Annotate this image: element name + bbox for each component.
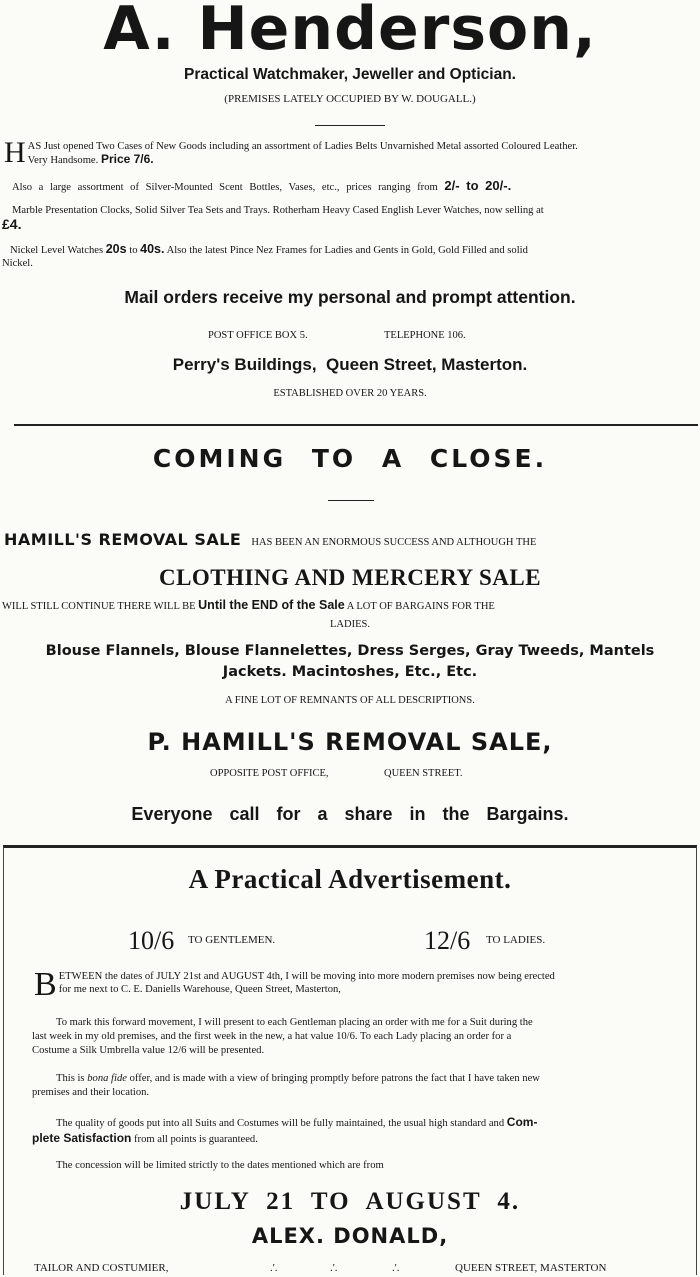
hamill-line3 bbox=[2, 598, 698, 612]
hamill-remnants: A FINE LOT OF REMNANTS OF ALL DESCRIPTIONS. bbox=[225, 695, 475, 706]
donald-heading: A Practical Advertisement. bbox=[188, 864, 512, 894]
footer-dots: .'. bbox=[330, 1262, 338, 1274]
donald-p4-bold1: Com- bbox=[506, 1115, 538, 1129]
para1-line2: Very Handsome. bbox=[27, 155, 99, 166]
hamill-goods-line2: Jackets. Macintoshes, Etc., Etc. bbox=[222, 664, 478, 680]
henderson-mail-orders: Mail orders receive my personal and prompt attention. bbox=[124, 287, 576, 307]
donald-p1-line2: for me next to C. E. Daniells Warehouse, Queen Street, Masterton, bbox=[58, 984, 341, 995]
henderson-name: A. Henderson, bbox=[103, 0, 597, 64]
donald-p2-line2: last week in my old premises, and the first week in the new, a hat value 10/6. To each Lady placing an order for a bbox=[32, 1031, 512, 1042]
para1-price: Price 7/6. bbox=[100, 152, 154, 166]
donald-footer-right: QUEEN STREET, MASTERTON bbox=[455, 1262, 607, 1274]
hamill-location-b: QUEEN STREET. bbox=[384, 768, 463, 779]
donald-p3-italic: bona fide bbox=[87, 1073, 127, 1084]
henderson-po-box: POST OFFICE BOX 5. bbox=[208, 330, 308, 341]
para2-to: to bbox=[466, 178, 479, 193]
footer-dots: .'. bbox=[270, 1262, 278, 1274]
para3-text: Marble Presentation Clocks, Solid Silver Tea Sets and Trays. Rotherham Heavy Cased English Lever Watches, now selling at bbox=[12, 205, 544, 216]
donald-p4-line1: The quality of goods put into all Suits and Costumes will be fully maintained, the usual high standard and bbox=[56, 1118, 505, 1129]
henderson-title: Practical Watchmaker, Jeweller and Optician. bbox=[184, 66, 516, 83]
donald-name: ALEX. DONALD, bbox=[251, 1224, 449, 1248]
hamill-line3-a: WILL STILL CONTINUE THERE WILL BE bbox=[2, 601, 196, 612]
donald-para1 bbox=[34, 966, 690, 1003]
henderson-para1 bbox=[4, 136, 698, 169]
donald-p3-b: offer, and is made with a view of bringing promptly before patrons the fact that I have taken new bbox=[129, 1073, 540, 1084]
henderson-para3 bbox=[12, 204, 698, 217]
donald-gent-label: TO GENTLEMEN. bbox=[188, 934, 276, 946]
donald-dates: JULY 21 TO AUGUST 4. bbox=[179, 1188, 521, 1215]
henderson-telephone: TELEPHONE 106. bbox=[384, 330, 466, 341]
donald-lady-label: TO LADIES. bbox=[486, 934, 546, 946]
hamill-heading: COMING TO A CLOSE. bbox=[152, 444, 548, 473]
section-divider bbox=[14, 424, 698, 426]
donald-para2 bbox=[32, 1016, 692, 1058]
para4-price1: 20s bbox=[105, 242, 127, 256]
donald-para5: The concession will be limited strictly to the dates mentioned which are from bbox=[56, 1160, 384, 1171]
hamill-location-a: OPPOSITE POST OFFICE, bbox=[210, 768, 329, 779]
para4-line2: Nickel. bbox=[2, 258, 33, 269]
para4-price2: 40s. bbox=[140, 242, 165, 256]
henderson-para2 bbox=[12, 178, 698, 193]
para2-from-price: 2/- bbox=[444, 178, 460, 193]
donald-p2-line1: To mark this forward movement, I will present to each Gentleman placing an order with me for a Suit during the bbox=[56, 1017, 533, 1028]
donald-p1-line1: ETWEEN the dates of JULY 21st and AUGUST 4th, I will be moving into more modern premises now being erected bbox=[58, 971, 555, 982]
hamill-sale-title: CLOTHING AND MERCERY SALE bbox=[158, 565, 542, 590]
donald-para3 bbox=[32, 1072, 692, 1100]
para4-c: Also the latest Pince Nez Frames for Ladies and Gents in Gold, Gold Filled and solid bbox=[166, 245, 528, 256]
donald-para4 bbox=[32, 1115, 692, 1147]
para3-price: £4. bbox=[2, 216, 22, 232]
hamill-line1-rest: HAS BEEN AN ENORMOUS SUCCESS AND ALTHOUGH THE bbox=[251, 537, 537, 548]
para2-to-price: 20/-. bbox=[485, 178, 512, 193]
hamill-line3-bold: Until the END of the Sale bbox=[198, 598, 345, 612]
divider bbox=[328, 500, 374, 501]
donald-p3-line2: premises and their location. bbox=[32, 1087, 150, 1098]
donald-gent-price: 10/6 bbox=[128, 926, 175, 955]
hamill-tagline: Everyone call for a share in the Bargains. bbox=[131, 804, 569, 824]
hamill-line3-end: LADIES. bbox=[330, 619, 370, 630]
donald-p2-line3: Costume a Silk Umbrella value 12/6 will be presented. bbox=[32, 1045, 265, 1056]
para2-text: Also a large assortment of Silver-Mounted Scent Bottles, Vases, etc., prices ranging from bbox=[12, 182, 438, 193]
hamill-line3-b: A LOT OF BARGAINS FOR THE bbox=[346, 601, 495, 612]
hamill-goods-line1: Blouse Flannels, Blouse Flannelettes, Dress Serges, Gray Tweeds, Mantels bbox=[45, 643, 655, 659]
henderson-address: Perry's Buildings, Queen Street, Masterton. bbox=[172, 355, 528, 374]
donald-lady-price: 12/6 bbox=[424, 926, 471, 955]
drop-cap: B bbox=[34, 966, 57, 1003]
para4-b: to bbox=[129, 245, 138, 256]
footer-dots: .'. bbox=[392, 1262, 400, 1274]
henderson-established: ESTABLISHED OVER 20 YEARS. bbox=[273, 388, 427, 399]
drop-cap: H bbox=[4, 136, 26, 169]
donald-p4-bold2: plete Satisfaction bbox=[32, 1131, 132, 1145]
donald-p4-rest: from all points is guaranteed. bbox=[134, 1134, 258, 1145]
donald-p3-a: This is bbox=[56, 1073, 85, 1084]
donald-footer-left: TAILOR AND COSTUMIER, bbox=[34, 1262, 169, 1274]
henderson-para4 bbox=[10, 243, 698, 257]
henderson-premises: (PREMISES LATELY OCCUPIED BY W. DOUGALL.) bbox=[224, 93, 476, 105]
divider bbox=[315, 125, 385, 126]
para1-text: AS Just opened Two Cases of New Goods including an assortment of Ladies Belts Unvarnished Metal assorted Coloured Leather. bbox=[27, 141, 578, 152]
hamill-removal-sale-bold: HAMILL'S REMOVAL SALE bbox=[4, 530, 242, 549]
hamill-line1 bbox=[4, 530, 698, 550]
hamill-name: P. HAMILL'S REMOVAL SALE, bbox=[147, 728, 553, 756]
para4-a: Nickel Level Watches bbox=[10, 245, 104, 256]
